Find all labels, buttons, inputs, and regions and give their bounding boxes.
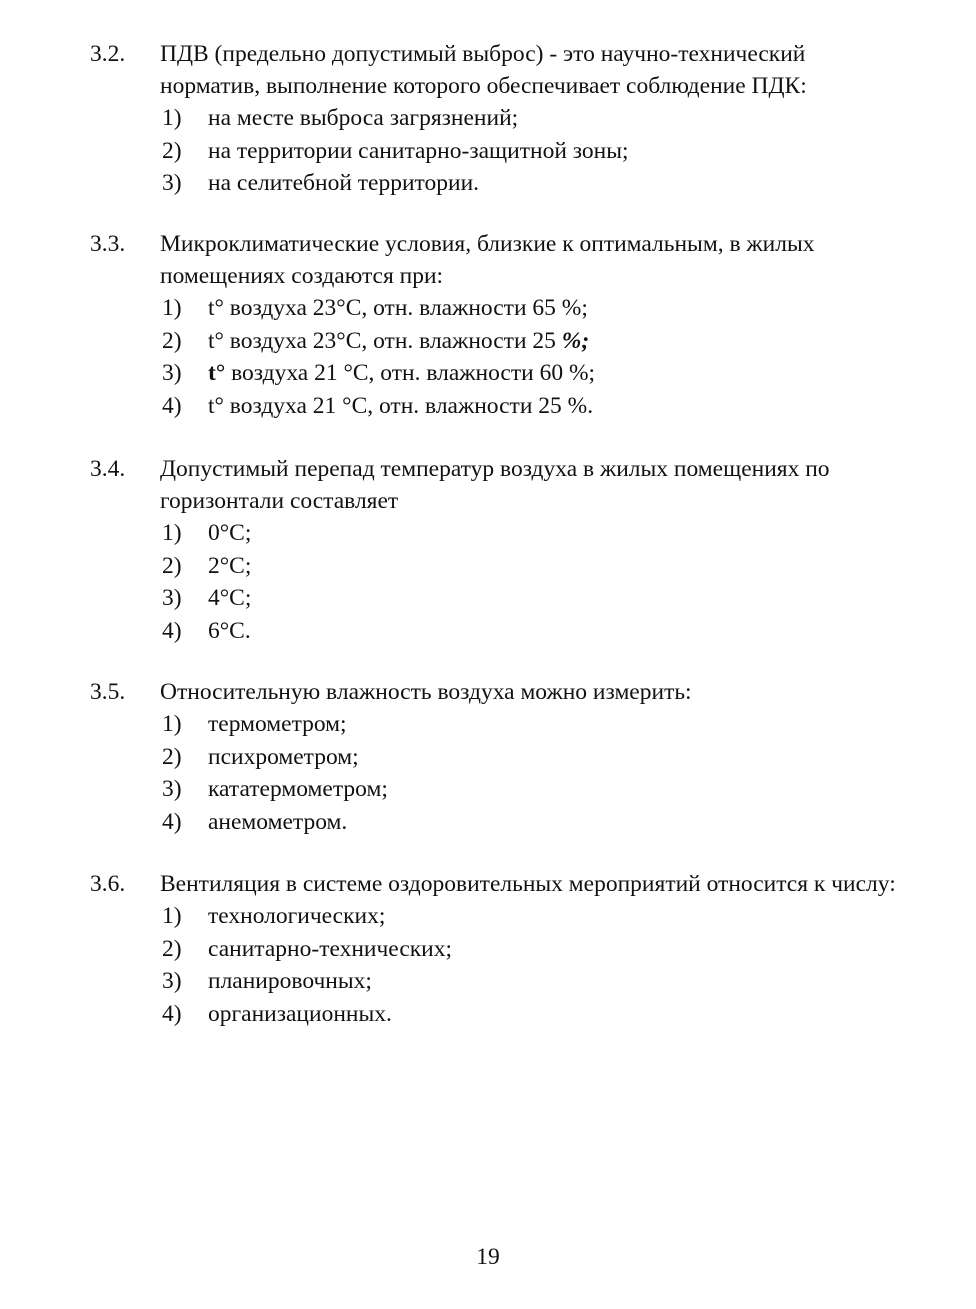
option-number: 3) xyxy=(162,585,182,611)
answer-option xyxy=(90,900,900,933)
answer-option xyxy=(90,708,900,741)
question-number: 3.2. xyxy=(90,41,126,67)
option-text: на территории санитарно-защитной зоны; xyxy=(208,137,629,164)
question-3-2 xyxy=(90,38,900,200)
option-text: анемометром. xyxy=(208,808,348,835)
option-text: 4°C; xyxy=(208,585,252,611)
question-text: ПДВ (предельно допустимый выброс) - это научно-технический норматив, выполнение которого обеспечивает соблюдение ПДК: xyxy=(160,41,807,99)
answer-options xyxy=(90,900,900,1030)
answer-option xyxy=(90,357,900,390)
option-text: термометром; xyxy=(208,711,347,737)
question-stem xyxy=(90,676,900,708)
option-text: психрометром; xyxy=(208,743,359,770)
question-number: 3.5. xyxy=(90,679,126,705)
option-text: организационных. xyxy=(208,1000,392,1027)
question-text: Вентиляция в системе оздоровительных мероприятий относится к числу: xyxy=(160,871,896,897)
option-number: 4) xyxy=(162,392,182,419)
question-text: Допустимый перепад температур воздуха в жилых помещениях по горизонтали составляет xyxy=(160,456,830,514)
answer-option xyxy=(90,325,900,358)
option-number: 3) xyxy=(162,776,182,802)
answer-option xyxy=(90,102,900,135)
answer-option xyxy=(90,135,900,168)
answer-options xyxy=(90,292,900,422)
option-number: 4) xyxy=(162,617,182,644)
answer-option xyxy=(90,933,900,966)
option-text: t° воздуха 21 °C, отн. влажности 25 %. xyxy=(208,392,594,419)
answer-options xyxy=(90,102,900,200)
question-number: 3.4. xyxy=(90,456,126,482)
question-3-4 xyxy=(90,453,900,647)
answer-option xyxy=(90,390,900,423)
answer-options xyxy=(90,517,900,647)
answer-option xyxy=(90,517,900,550)
answer-option xyxy=(90,806,900,839)
question-3-3 xyxy=(90,228,900,422)
option-number: 1) xyxy=(162,295,182,321)
option-number: 3) xyxy=(162,360,182,386)
option-number: 2) xyxy=(162,743,182,770)
answer-option xyxy=(90,773,900,806)
option-text: 2°C; xyxy=(208,552,252,579)
question-stem xyxy=(90,453,900,517)
option-text: 6°C. xyxy=(208,617,251,644)
option-number: 1) xyxy=(162,903,182,929)
question-stem xyxy=(90,228,900,292)
option-text: санитарно-технических; xyxy=(208,935,453,962)
option-number: 1) xyxy=(162,105,182,131)
option-text: на селитебной территории. xyxy=(208,170,480,196)
option-text: t° воздуха 23°C, отн. влажности 25 xyxy=(208,327,562,354)
option-number: 4) xyxy=(162,1000,182,1027)
question-text: Микроклиматические условия, близкие к оптимальным, в жилых помещениях создаются при: xyxy=(160,231,815,289)
option-text: 0°C; xyxy=(208,520,252,546)
option-text: технологических; xyxy=(208,903,386,929)
answer-option xyxy=(90,741,900,774)
question-3-6 xyxy=(90,868,900,1030)
question-3-5 xyxy=(90,676,900,838)
question-stem xyxy=(90,38,900,102)
answer-option xyxy=(90,167,900,200)
option-number: 2) xyxy=(162,552,182,579)
question-number: 3.6. xyxy=(90,871,126,897)
answer-option xyxy=(90,550,900,583)
page-number: 19 xyxy=(476,1244,500,1270)
answer-options xyxy=(90,708,900,838)
answer-option xyxy=(90,965,900,998)
option-number: 2) xyxy=(162,137,182,164)
answer-option xyxy=(90,582,900,615)
answer-option xyxy=(90,998,900,1031)
option-number: 2) xyxy=(162,935,182,962)
option-text-bold: t° xyxy=(208,360,226,386)
option-number: 3) xyxy=(162,968,182,994)
question-number: 3.3. xyxy=(90,231,126,257)
option-text: кататермометром; xyxy=(208,776,388,802)
question-text: Относительную влажность воздуха можно измерить: xyxy=(160,679,692,705)
option-number: 4) xyxy=(162,808,182,835)
option-text: на месте выброса загрязнений; xyxy=(208,105,519,131)
option-text: t° воздуха 23°C, отн. влажности 65 %; xyxy=(208,295,588,321)
option-text: воздуха 21 °C, отн. влажности 60 %; xyxy=(225,360,596,386)
option-text-emphasis: %; xyxy=(561,327,590,354)
option-number: 2) xyxy=(162,327,182,354)
answer-option xyxy=(90,615,900,648)
option-text: планировочных; xyxy=(208,968,372,994)
question-stem xyxy=(90,868,900,900)
option-number: 1) xyxy=(162,711,182,737)
option-number: 3) xyxy=(162,170,182,196)
option-number: 1) xyxy=(162,520,182,546)
answer-option xyxy=(90,292,900,325)
